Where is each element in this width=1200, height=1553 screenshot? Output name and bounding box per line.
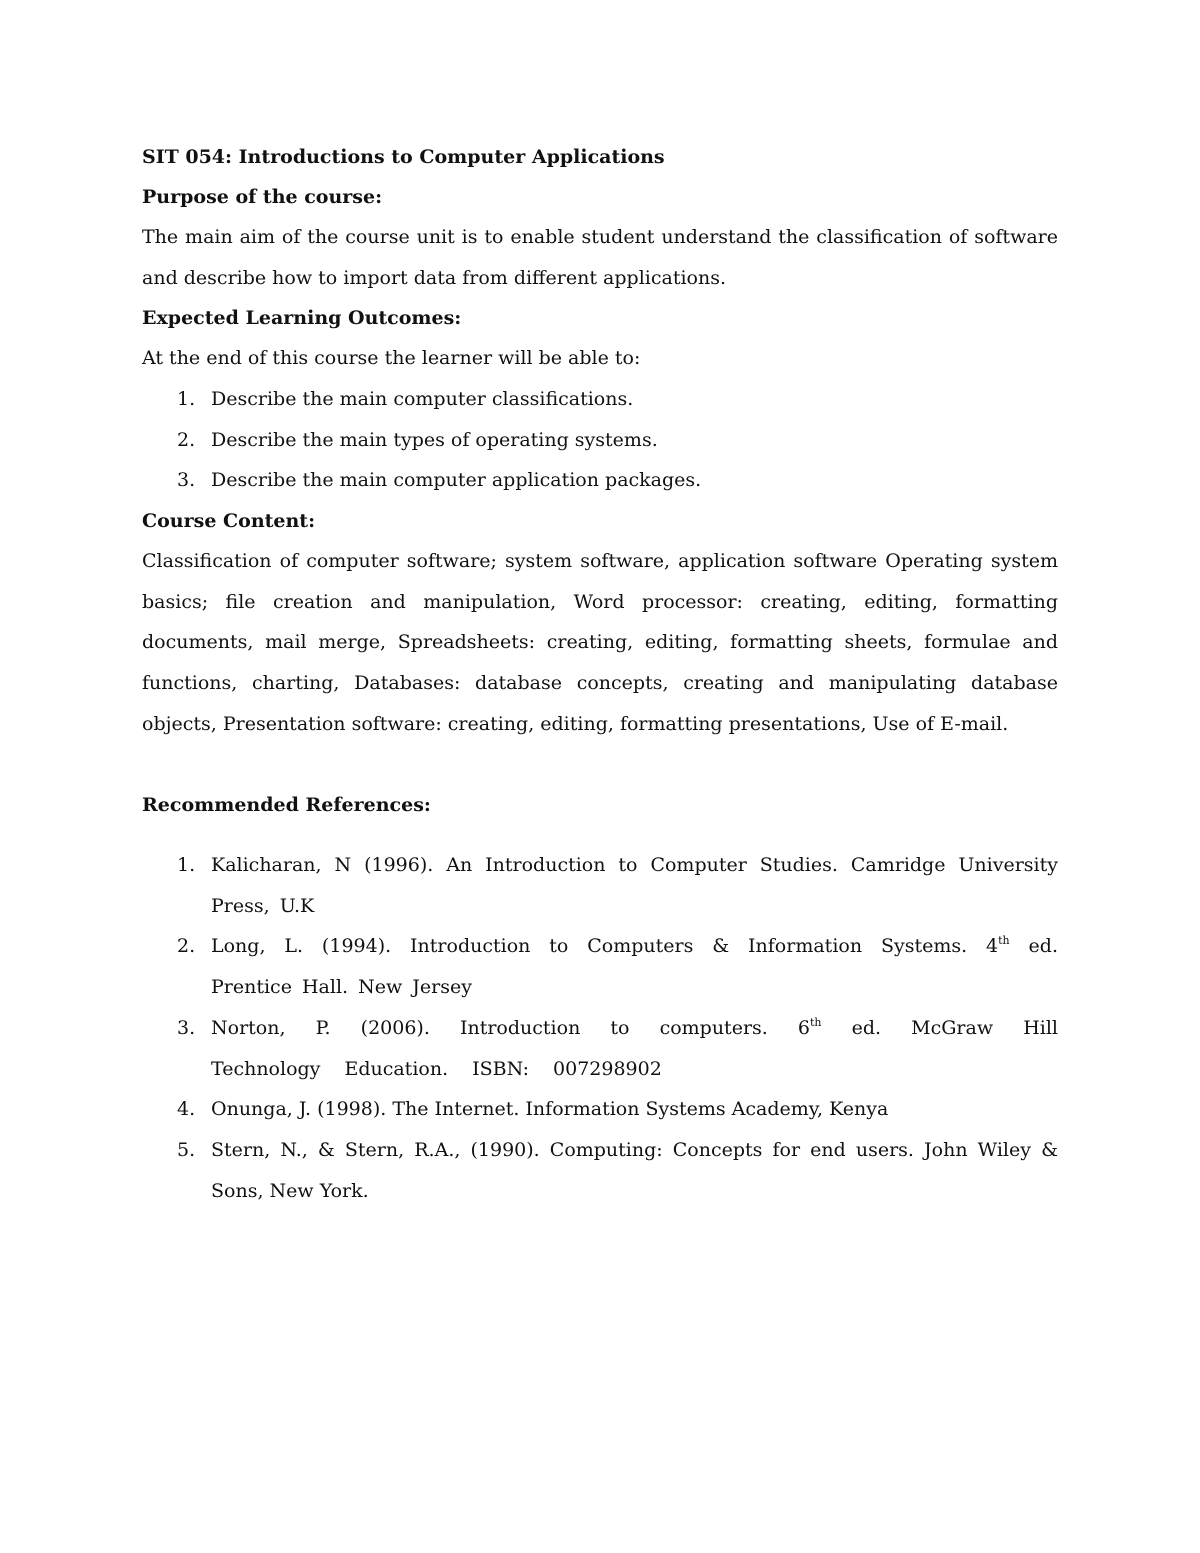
- reference-text: Kalicharan, N (1996). An Introduction to Computer Studies. Camridge University Press, U.K: [211, 854, 1058, 917]
- purpose-heading: Purpose of the course:: [142, 186, 383, 208]
- reference-text: Long, L. (1994). Introduction to Computers & Information Systems. 4: [211, 935, 999, 958]
- purpose-text: The main aim of the course unit is to enable student understand the classification of software and describe how to import data from different applications.: [142, 226, 1058, 289]
- content-heading: Course Content:: [142, 510, 316, 532]
- reference-item: [142, 1089, 1058, 1130]
- course-title: SIT 054: Introductions to Computer Applications: [142, 146, 665, 168]
- reference-text: Stern, N., & Stern, R.A., (1990). Computing: Concepts for end users. John Wiley & Sons, New York.: [211, 1138, 1058, 1202]
- list-item-text: Describe the main computer application packages.: [211, 469, 702, 492]
- list-number: 3.: [177, 1016, 196, 1039]
- document-page: [142, 0, 1058, 1553]
- list-number: 4.: [177, 1098, 196, 1121]
- reference-text-cont: ed. Prentice Hall. New Jersey: [211, 935, 1058, 999]
- ordinal-superscript: th: [998, 934, 1010, 948]
- list-item-text: Describe the main computer classifications.: [211, 388, 634, 410]
- outcomes-heading: Expected Learning Outcomes:: [142, 307, 462, 329]
- list-number: 1.: [177, 388, 196, 410]
- list-number: 1.: [177, 854, 196, 876]
- reference-item: [142, 1008, 1058, 1089]
- list-item: [142, 420, 1058, 461]
- ordinal-superscript: th: [810, 1015, 822, 1029]
- reference-text: Norton, P. (2006). Introduction to computers. 6: [211, 1016, 810, 1039]
- outcomes-list: [142, 379, 1058, 501]
- references-heading: Recommended References:: [142, 794, 431, 816]
- reference-item: [142, 926, 1058, 1007]
- list-item: [142, 379, 1058, 420]
- outcomes-intro: At the end of this course the learner will be able to:: [142, 347, 641, 369]
- list-item: [142, 460, 1058, 501]
- reference-text-cont: ed. McGraw Hill Technology Education. ISBN: 007298902: [211, 1016, 1058, 1080]
- content-text: Classification of computer software; system software, application software Operating system basics; file creation and manipulation, Word processor: creating, editing, formatting documents, mail merge, Spreadsheets: creating, editing, formatting sheets, formulae and functions, charting, Databases: database concepts, creating and manipulating database objects, Presentation software: creating, editing, formatting presentations, Use of E-mail.: [142, 550, 1058, 735]
- list-number: 3.: [177, 469, 196, 492]
- reference-item: [142, 1130, 1058, 1211]
- list-number: 2.: [177, 428, 196, 451]
- list-number: 2.: [177, 935, 196, 958]
- references-list: [142, 845, 1058, 1211]
- reference-item: [142, 845, 1058, 926]
- list-item-text: Describe the main types of operating systems.: [211, 428, 658, 451]
- reference-text: Onunga, J. (1998). The Internet. Information Systems Academy, Kenya: [211, 1098, 889, 1121]
- list-number: 5.: [177, 1138, 196, 1161]
